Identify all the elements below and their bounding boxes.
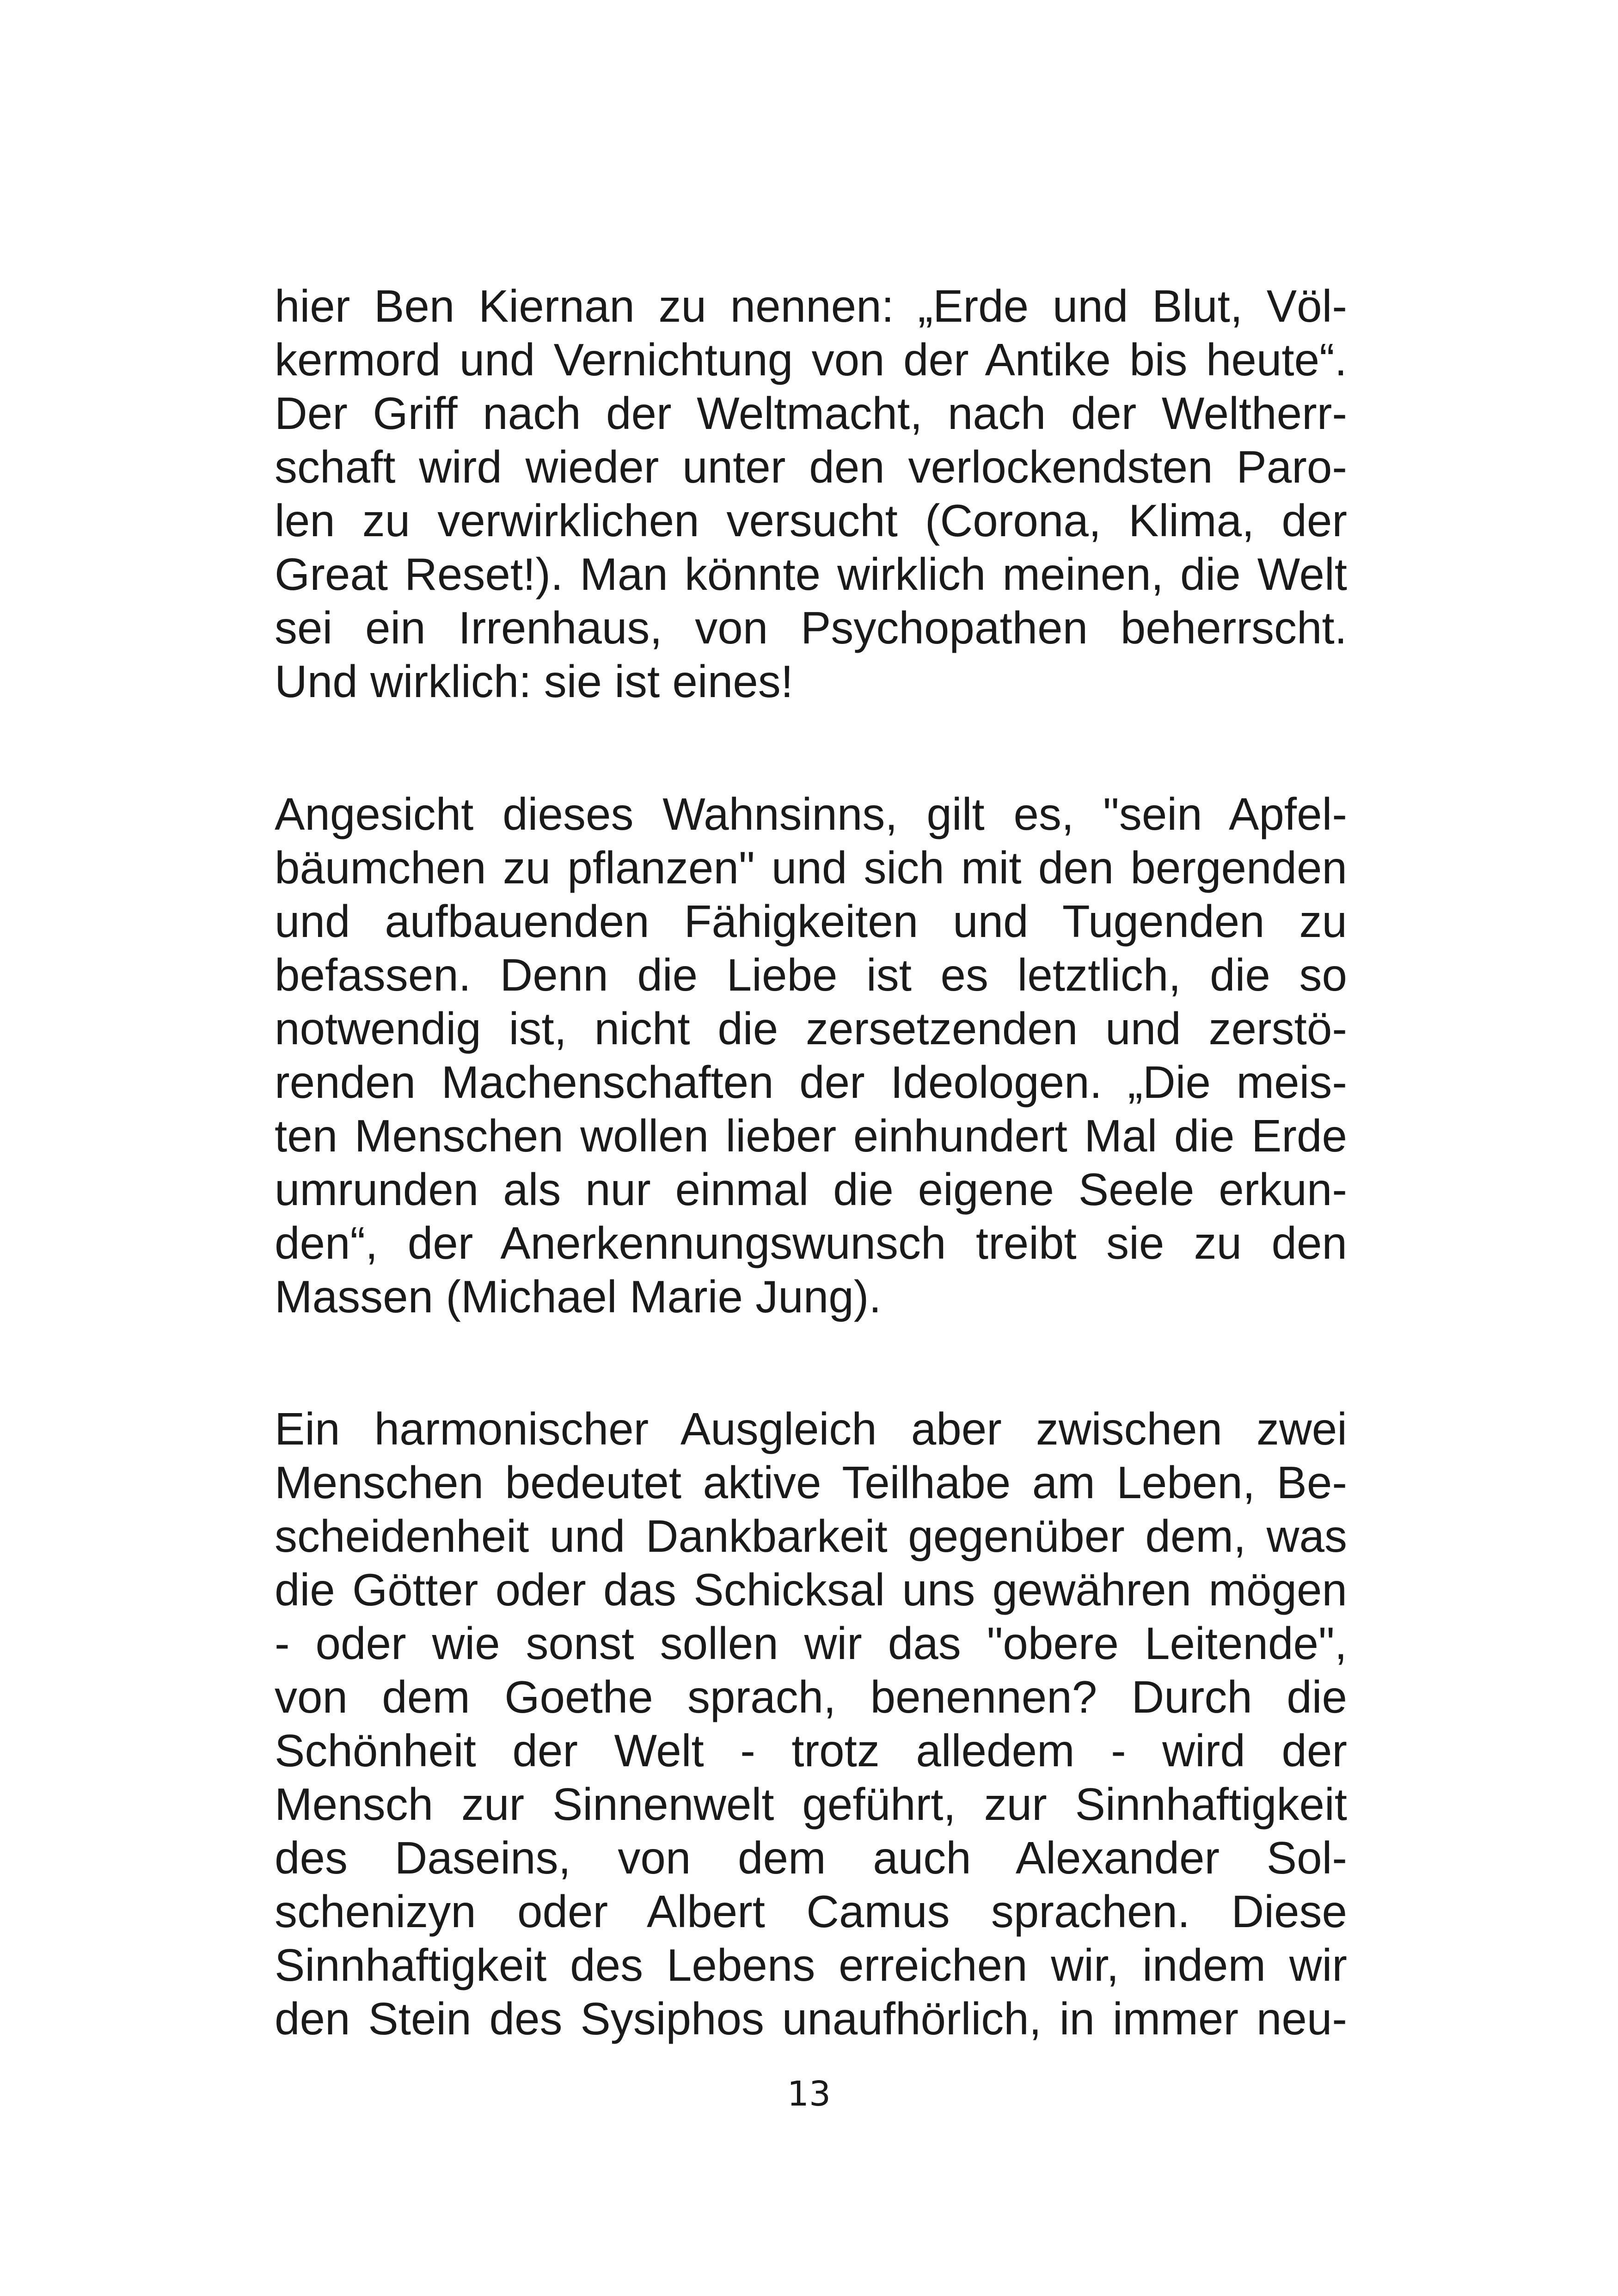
text-line: Ein harmonischer Ausgleich aber zwischen zwei <box>275 1403 1347 1454</box>
text-line: von dem Goethe sprach, benennen? Durch die <box>275 1671 1347 1722</box>
text-line: befassen. Denn die Liebe ist es letztlich, die so <box>275 949 1347 1000</box>
text-line: notwendig ist, nicht die zersetzenden und zerstö- <box>275 1003 1347 1054</box>
paragraph-1 <box>275 279 1347 708</box>
text-line: kermord und Vernichtung von der Antike bis heute“. <box>275 334 1347 385</box>
page-number: 13 <box>787 2074 831 2114</box>
text-line: schaft wird wieder unter den verlockendsten Paro- <box>275 441 1347 492</box>
text-line: len zu verwirklichen versucht (Corona, Klima, der <box>275 495 1347 546</box>
paragraph-2 <box>275 787 1347 1323</box>
text-line: und aufbauenden Fähigkeiten und Tugenden zu <box>275 896 1347 947</box>
text-line: hier Ben Kiernan zu nennen: „Erde und Blut, Völ- <box>275 281 1347 331</box>
text-line: die Götter oder das Schicksal uns gewähren mögen <box>275 1564 1347 1615</box>
text-line: Der Griff nach der Weltmacht, nach der Weltherr- <box>275 388 1347 439</box>
text-line: umrunden als nur einmal die eigene Seele erkun- <box>275 1164 1347 1215</box>
text-line: Mensch zur Sinnenwelt geführt, zur Sinnhaftigkeit <box>275 1779 1347 1830</box>
text-line: sei ein Irrenhaus, von Psychopathen beherrscht. <box>275 602 1347 653</box>
text-line: schenizyn oder Albert Camus sprachen. Diese <box>275 1886 1347 1937</box>
text-line: den Stein des Sysiphos unaufhörlich, in immer neu- <box>275 1993 1347 2044</box>
text-line: renden Machenschaften der Ideologen. „Die meis- <box>275 1057 1347 1108</box>
text-line: bäumchen zu pflanzen" und sich mit den bergenden <box>275 842 1347 893</box>
text-line: Massen (Michael Marie Jung). <box>275 1271 882 1322</box>
text-line: scheidenheit und Dankbarkeit gegenüber dem, was <box>275 1511 1347 1561</box>
text-line: Schönheit der Welt - trotz alledem - wird der <box>275 1725 1347 1776</box>
text-line: des Daseins, von dem auch Alexander Sol- <box>275 1832 1347 1883</box>
text-line: den“, der Anerkennungswunsch treibt sie zu den <box>275 1218 1347 1268</box>
text-line: Und wirklich: sie ist eines! <box>275 656 793 707</box>
text-line: Menschen bedeutet aktive Teilhabe am Leben, Be- <box>275 1457 1347 1508</box>
text-line: - oder wie sonst sollen wir das "obere Leitende", <box>275 1618 1347 1669</box>
text-line: ten Menschen wollen lieber einhundert Mal die Erde <box>275 1110 1347 1161</box>
text-line: Sinnhaftigkeit des Lebens erreichen wir, indem wir <box>275 1940 1347 1990</box>
text-line: Angesicht dieses Wahnsinns, gilt es, "sein Apfel- <box>275 789 1347 839</box>
paragraph-3 <box>275 1402 1347 2045</box>
text-line: Great Reset!). Man könnte wirklich meinen, die Welt <box>275 549 1347 600</box>
